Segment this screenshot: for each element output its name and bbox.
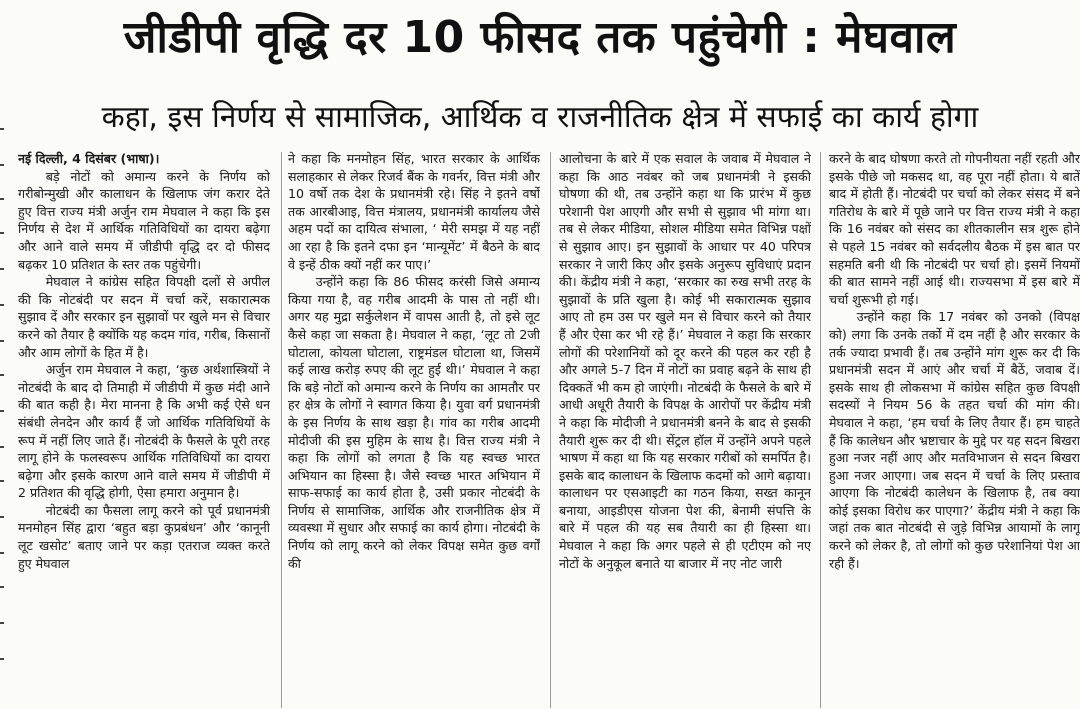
paragraph: अर्जुन राम मेघवाल ने कहा, ‘कुछ अर्थशास्त्रियों ने नोटबंदी के बाद दो तिमाही में जीडीपी में कुछ मंदी आने की बात कही है। मेरा मानना है कि अभी कई ऐसे धन संबंधी लेनदेन और कार्य हैं जो आर्थिक गतिविधियों के रूप में नहीं लिए जाते हैं। नोटबंदी के फैसले के पूरी तरह लागू होने के फलस्वरूप आर्थिक गतिविधियों का दायरा बढ़ेगा और इसके कारण आने वाले समय में जीडीपी में 2 प्रतिशत की वृद्धि होगी, ऐसा हमारा अनुमान है। [18,362,270,501]
article-column-1 [18,150,270,709]
paragraph: करने के बाद घोषणा करते तो गोपनीयता नहीं रहती और इसके पीछे जो मकसद था, वह पूरा नहीं होता। ये बातें बाद में होती हैं। नोटबंदी पर चर्चा को लेकर संसद में बने गतिरोध के बारे में पूछे जाने पर वित्त राज्य मंत्री ने कहा कि 16 नवंबर को संसद का शीतकालीन सत्र शुरू होने से पहले 15 नवंबर को सर्वदलीय बैठक में इस बात पर सहमति बनी थी कि नोटबंदी पर चर्चा हो। इसमें नियमों की बात सामने नहीं आई थी। राज्यसभा में इस बारे में चर्चा शुरूभी हो गई। [829,151,1080,307]
paragraph: उन्होंने कहा कि 86 फीसद करंसी जिसे अमान्य किया गया है, वह गरीब आदमी के पास तो नहीं थी। अगर यह मुद्रा सर्कुलेशन में वापस आती है, तो इसे लूट कैसे कहा जा सकता है। मेघवाल ने कहा, ‘लूट तो 2जी घोटाला, कोयला घोटाला, राष्ट्रमंडल घोटाला था, जिसमें कई लाख करोड़ रुपए की लूट हुई थी।’ मेघवाल ने कहा कि बड़े नोटों को अमान्य करने के निर्णय का आमतौर पर हर क्षेत्र के लोगों ने स्वागत किया है। युवा वर्ग प्रधानमंत्री के इस निर्णय के साथ खड़ा है। गांव का गरीब आदमी मोदीजी की इस मुहिम के साथ है। वित्त राज्य मंत्री ने कहा कि लोगों को लगता है कि यह स्वच्छ भारत अभियान का हिस्सा है। जैसे स्वच्छ भारत अभियान में साफ-सफाई का कार्य होता है, उसी प्रकार नोटबंदी के निर्णय से सामाजिक, आर्थिक और राजनीतिक क्षेत्र में व्यवस्था में सुधार और सफाई का कार्य होगा। नोटबंदी के निर्णय को लागू करने को लेकर विपक्ष समेत कुछ वर्गों की [288,274,540,571]
left-edge-fold-marks [0,128,8,688]
paragraph: आलोचना के बारे में एक सवाल के जवाब में मेघवाल ने कहा कि आठ नवंबर को जब प्रधानमंत्री ने इसकी घोषणा की थी, तब उन्होंने कहा था कि प्रारंभ में कुछ परेशानी पेश आएगी और सभी से सुझाव भी मांगा था। तब से लेकर मीडिया, सोशल मीडिया समेत विभिन्न पक्षों से सुझाव आए। इन सुझावों के आधार पर 40 परिपत्र सरकार ने जारी किए और इसके अनुरूप सुविधाएं प्रदान की। केंद्रीय मंत्री ने कहा, ‘सरकार का रुख सभी तरह के सुझावों के प्रति खुला है। कोई भी सकारात्मक सुझाव आए तो हम उस पर खुले मन से विचार करने को तैयार हैं और ऐसा कर भी रहे हैं।’ मेघवाल ने कहा कि सरकार लोगों की परेशानियों को दूर करने की पहल कर रही है और अगले 5-7 दिन में नोटों का प्रवाह बढ़ने के साथ ही दिक्कतें भी कम हो जाएंगी। नोटबंदी के फैसले के बारे में आधी अधूरी तैयारी के विपक्ष के आरोपों पर केंद्रीय मंत्री ने कहा कि मोदीजी ने प्रधानमंत्री बनने के बाद से इसकी तैयारी शुरू कर दी थी। सेंट्रल हॉल में उन्होंने अपने पहले भाषण में कहा था कि यह सरकार गरीबों को समर्पित है। इसके बाद कालाधन के खिलाफ कदमों को आगे बढ़ाया। कालाधन पर एसआइटी का गठन किया, सख्त कानून बनाया, आइडीएस योजना पेश की, बेनामी संपत्ति के बारे में पहल की यह सब तैयारी का ही हिस्सा था। मेघवाल ने कहा कि अगर पहले से ही एटीएम को नए नोटों के अनुकूल बनाते या बाजार में नए नोट जारी [559,151,811,571]
dateline-paragraph [18,150,270,168]
subheadline: कहा, इस निर्णय से सामाजिक, आर्थिक व राजनीतिक क्षेत्र में सफाई का कार्य होगा [101,100,979,135]
article-column-4 [829,150,1080,709]
dateline: नई दिल्ली, 4 दिसंबर (भाषा)। [18,151,160,166]
article-body [18,150,1080,709]
article-column-3 [559,150,811,709]
paragraph: मेघवाल ने कांग्रेस सहित विपक्षी दलों से अपील की कि नोटबंदी पर सदन में चर्चा करें, सकारात्मक सुझाव दें और सरकार इन सुझावों पर खुले मन से विचार करने को तैयार है क्योंकि यह कदम गांव, गरीब, किसानों और आम लोगों के हित में है। [18,274,270,360]
paragraph: बड़े नोटों को अमान्य करने के निर्णय को गरीबोन्मुखी और कालाधन के खिलाफ जंग करार देते हुए वित्त राज्य मंत्री अर्जुन राम मेघवाल ने कहा कि इस निर्णय से देश में आर्थिक गतिविधियों का दायरा बढ़ेगा और आने वाले समय में जीडीपी वृद्धि दर दो फीसद बढ़कर 10 प्रतिशत के स्तर तक पहुंचेगी। [18,168,270,272]
article-column-2 [288,150,540,709]
paragraph: नोटबंदी का फैसला लागू करने को पूर्व प्रधानमंत्री मनमोहन सिंह द्वारा ‘बहुत बड़ा कुप्रबंधन’ और ‘कानूनी लूट खसोट’ बताए जाने पर कड़ा एतराज व्यक्त करते हुए मेघवाल [18,502,270,571]
paragraph: ने कहा कि मनमोहन सिंह, भारत सरकार के आर्थिक सलाहकार से लेकर रिजर्व बैंक के गवर्नर, वित्त मंत्री और 10 वर्षो तक देश के प्रधानमंत्री रहे। सिंह ने इतने वर्षो तक आरबीआइ, वित्त मंत्रालय, प्रधानमंत्री कार्यालय जैसे अहम पदों का दायित्व संभाला, ‘ मेरी समझ में यह नहीं आ रहा है कि इतने दफा इन ‘मान्यूमेंट’ में बैठने के बाद वे इन्हें ठीक क्यों नहीं कर पाए।’ [288,151,540,272]
headline: जीडीपी वृद्धि दर 10 फीसद तक पहुंचेगी : मेघवाल [123,12,957,63]
paragraph: उन्होंने कहा कि 17 नवंबर को उनको (विपक्ष को) लगा कि उनके तर्को में दम नहीं है और सरकार के तर्क ज्यादा प्रभावी हैं। तब उन्होंने मांग शुरू कर दी कि प्रधानमंत्री सदन में आएं और चर्चा में बैठें, जवाब दें। इसके साथ ही लोकसभा में कांग्रेस सहित कुछ विपक्षी सदस्यों ने नियम 56 के तहत चर्चा की मांग की। मेघवाल ने कहा, ‘हम चर्चा के लिए तैयार हैं। हम चाहते हैं कि कालेधन और भ्रष्टाचार के मुद्दे पर यह सदन बिखरा हुआ नजर नहीं आए और मतविभाजन से सदन बिखरा हुआ नजर आएगा। जब सदन में चर्चा के लिए प्रस्ताव आएगा कि नोटबंदी कालेधन के खिलाफ है, तब क्या कोई इसका विरोध कर पाएगा?’ केंद्रीय मंत्री ने कहा कि जहां तक बात नोटबंदी से जुड़े विभिन्न आयामों के लागू करने को लेकर है, तो लोगों को कुछ परेशानियां पेश आ रही हैं। [829,309,1080,571]
